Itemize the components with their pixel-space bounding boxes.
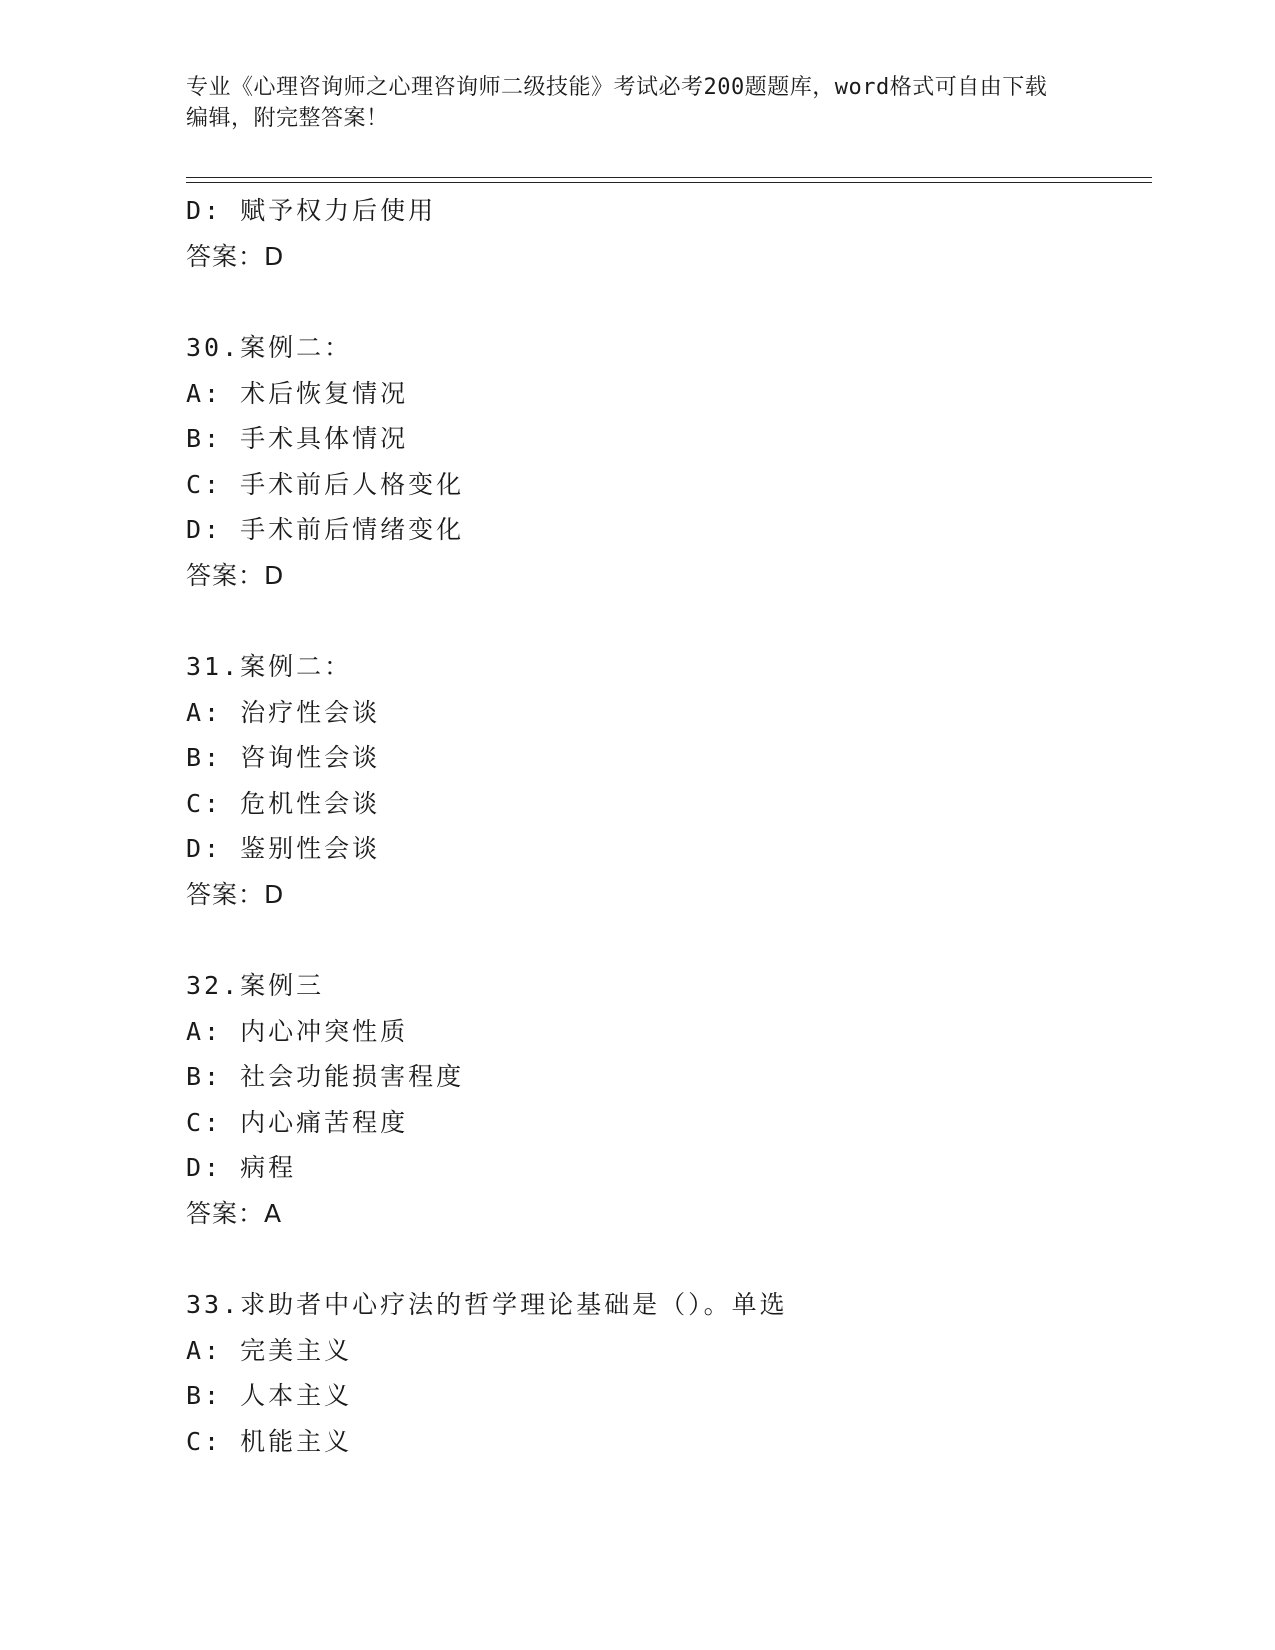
header-divider-top <box>186 177 1152 178</box>
option-c: C: 机能主义 <box>186 1426 353 1456</box>
question-title: 32.案例三 <box>186 971 325 1000</box>
option-a: A: 术后恢复情况 <box>186 378 409 408</box>
spacer <box>186 598 1146 644</box>
option-b: B: 手术具体情况 <box>186 424 409 453</box>
answer: 答案：D <box>186 241 285 271</box>
option-c: C: 内心痛苦程度 <box>186 1107 409 1137</box>
option-d: D: 病程 <box>186 1153 297 1182</box>
spacer <box>186 279 1146 325</box>
spacer <box>186 1236 1146 1282</box>
question-title: 31.案例二： <box>186 652 353 681</box>
document-header: 专业《心理咨询师之心理咨询师二级技能》考试必考200题题库，word格式可自由下载编辑，附完整答案！ <box>186 75 1048 131</box>
option-a: A: 内心冲突性质 <box>186 1016 409 1046</box>
question-list <box>186 188 1146 1464</box>
option-b: B: 咨询性会谈 <box>186 743 381 772</box>
spacer <box>186 917 1146 963</box>
option-b: B: 人本主义 <box>186 1381 353 1410</box>
question-title: 33.求助者中心疗法的哲学理论基础是（）。单选 <box>186 1290 788 1319</box>
option-b: B: 社会功能损害程度 <box>186 1062 465 1091</box>
question-title: 30.案例二： <box>186 333 353 362</box>
option-d: D: 手术前后情绪变化 <box>186 515 465 544</box>
answer: 答案：D <box>186 879 285 909</box>
answer: 答案：A <box>186 1198 283 1228</box>
option-c: C: 危机性会谈 <box>186 788 381 818</box>
answer: 答案：D <box>186 560 285 590</box>
option-a: A: 完美主义 <box>186 1335 353 1365</box>
option-a: A: 治疗性会谈 <box>186 697 381 727</box>
option-d: D: 鉴别性会谈 <box>186 834 381 863</box>
header-divider-bottom <box>186 182 1152 183</box>
option-d: D: 赋予权力后使用 <box>186 196 437 225</box>
option-c: C: 手术前后人格变化 <box>186 469 465 499</box>
